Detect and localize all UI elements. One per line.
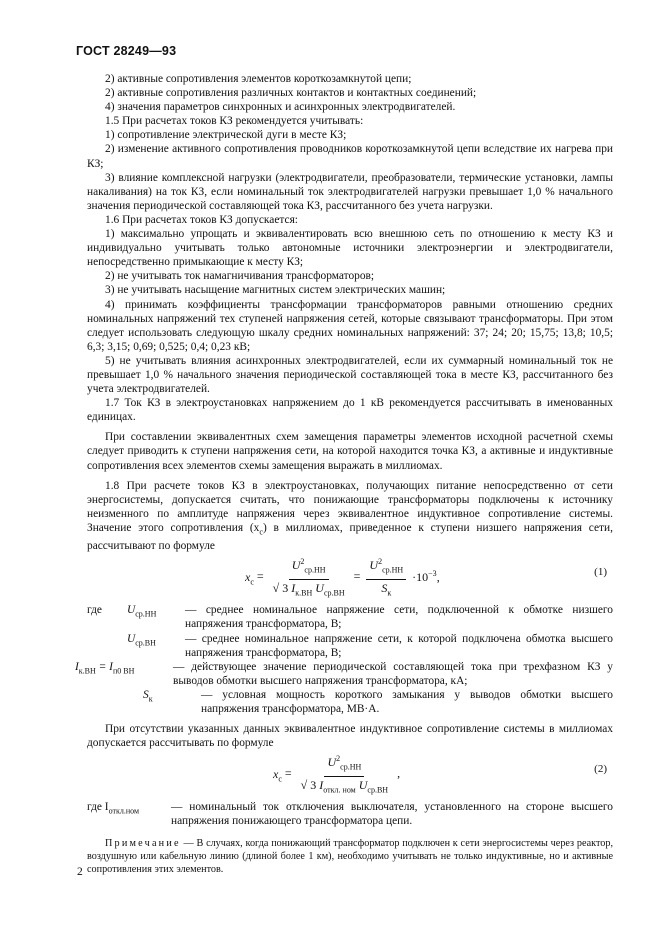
formula-lhs: $x_c$ xyxy=(245,569,254,586)
list-item: 2) не учитывать ток намагничивания трансформаторов; xyxy=(105,270,375,283)
fraction: $\frac{U^2_{ср.НН}}{√ 3 I_{откл. ном} U_{ср.ВН}}$ xyxy=(300,754,389,795)
definitions-list xyxy=(75,603,613,716)
list-item: 3) не учитывать насыщение магнитных систем электрических машин; xyxy=(105,284,446,297)
definition-row: $I_{к.ВН} = I_{п0 ВН}$ — действующее значение периодической составляющей тока при трехфазном КЗ у выводов обмотки высшего напряжения трансформатора, кА; xyxy=(75,660,613,687)
list-item: 1) сопротивление электрической дуги в месте КЗ; xyxy=(105,129,347,142)
list-item: 4) значения параметров синхронных и асинхронных электродвигателей. xyxy=(105,101,456,114)
definition-row: где $U_{ср.НН}$ — среднее номинальное напряжение сети, подключенной к обмотке низшего напряжения трансформатора, В; xyxy=(87,604,613,631)
paragraph: 1.7 Ток КЗ в электроустановках напряжением до 1 кВ рекомендуется рассчитывать в именованных единицах. xyxy=(87,397,613,424)
formula-lhs: $x_c$ xyxy=(273,766,282,783)
paragraph xyxy=(87,479,613,554)
formula-number: (2) xyxy=(594,763,607,776)
note-label: Примечание xyxy=(105,837,181,849)
fraction-1: $\frac{U^2_{ср.НН}}{√ 3 I_{к.ВН} U_{ср.ВН}}$ xyxy=(272,557,345,598)
list-item: 2) активные сопротивления различных контактов и контактных соединений; xyxy=(105,87,477,100)
document-body xyxy=(75,72,614,886)
paragraph: При отсутствии указанных данных эквивалентное индуктивное сопротивление системы в миллиомах допускается рассчитывать по формуле xyxy=(87,723,613,750)
section-heading: 1.6 При расчетах токов КЗ допускается: xyxy=(105,213,298,226)
note-text: — В случаях, когда понижающий трансформатор подключен к сети энергосистемы через реактор, воздушную или кабельную линию (длиной более 1 км), необходимо учитывать не только индуктивные, но и активные сопротивления этих элементов. xyxy=(87,837,614,875)
list-item: 1) максимально упрощать и эквивалентировать всю внешнюю сеть по отношению к месту КЗ и индивидуально учитывать только автономные источники электроэнергии и электродвигатели, непосредственно примыкающие к месту КЗ; xyxy=(87,228,613,269)
list-item: 2) активные сопротивления элементов короткозамкнутой цепи; xyxy=(105,73,412,85)
list-item: 5) не учитывать влияния асинхронных электродвигателей, если их суммарный номинальный ток не превышает 1,0 % начального значения периодической составляющей тока в месте КЗ, рассчитанного без учета электродвигателей. xyxy=(87,354,613,396)
list-item: 3) влияние комплексной нагрузки (электродвигатели, преобразователи, термические установки, лампы накаливания) на ток КЗ, если номинальный ток электродвигателей нагрузки превышает 1,0 % начального значения периодической составляющей тока КЗ, рассчитанного без учета нагрузки. xyxy=(87,171,613,212)
page-number: 2 xyxy=(77,866,83,878)
definition-row: $S_к$ — условная мощность короткого замыкания у выводов обмотки высшего напряжения трансформатора, МВ·А. xyxy=(143,688,613,716)
formula-1: $x_c$ = $\frac{U^2_{ср.НН}}{√ 3 I_{к.ВН} U_{ср.ВН}}$ = $\frac{U^2_{ср.НН}}{S_к}$ $\cdot 10^{-3}$, (1) xyxy=(87,555,613,599)
note xyxy=(87,837,613,876)
standard-header: ГОСТ 28249—93 xyxy=(76,44,177,58)
definition-row: где $I_{откл.ном}$ — номинальный ток отключения выключателя, установленного на стороне высшего напряжения понижающего трансформатора цепи. xyxy=(87,801,613,828)
subscript: c xyxy=(259,527,263,537)
section-heading: 1.5 При расчетах токов КЗ рекомендуется учитывать: xyxy=(105,115,364,128)
formula-number: (1) xyxy=(594,566,607,579)
paragraph-text: 1.8 При расчете токов КЗ в электроустановках, получающих питание непосредственно от сети энергосистемы, допускается считать, что понижающие трансформаторы подключены к источнику неизменного по амплитуде напряжения через эквивалентное индуктивное сопротивление системы. Значение этого сопротивления (x xyxy=(87,479,613,534)
formula-2: $x_c$ = $\frac{U^2_{ср.НН}}{√ 3 I_{откл. ном} U_{ср.ВН}}$ , (2) xyxy=(87,752,613,796)
paragraph-text-end: ) в миллиомах, приведенное к ступени низшего напряжения сети, рассчитывают по формуле xyxy=(87,521,613,553)
fraction-2: $\frac{U^2_{ср.НН}}{S_к}$ xyxy=(366,555,406,600)
paragraph: При составлении эквивалентных схем замещения параметры элементов исходной расчетной схемы следует приводить к ступени напряжения сети, на которой находится точка КЗ, а активные и индуктивные сопротивления всех элементов схемы замещения выражать в миллиомах. xyxy=(87,431,613,472)
definition-row: $U_{ср.ВН}$ — среднее номинальное напряжение сети, к которой подключена обмотка высшего напряжения трансформатора, В; xyxy=(127,632,613,659)
list-item: 4) принимать коэффициенты трансформации трансформаторов равными отношению средних номинальных напряжений тех ступеней напряжения сетей, которые связывают трансформаторы. При этом следует использовать следующую шкалу средних номинальных напряжений: 37; 24; 20; 15,75; 13,8; 10,5; 6,3; 3,15; 0,69; 0,525; 0,4; 0,23 кВ; xyxy=(87,298,613,353)
list-item: 2) изменение активного сопротивления проводников короткозамкнутой цепи вследствие их нагрева при КЗ; xyxy=(87,143,613,170)
